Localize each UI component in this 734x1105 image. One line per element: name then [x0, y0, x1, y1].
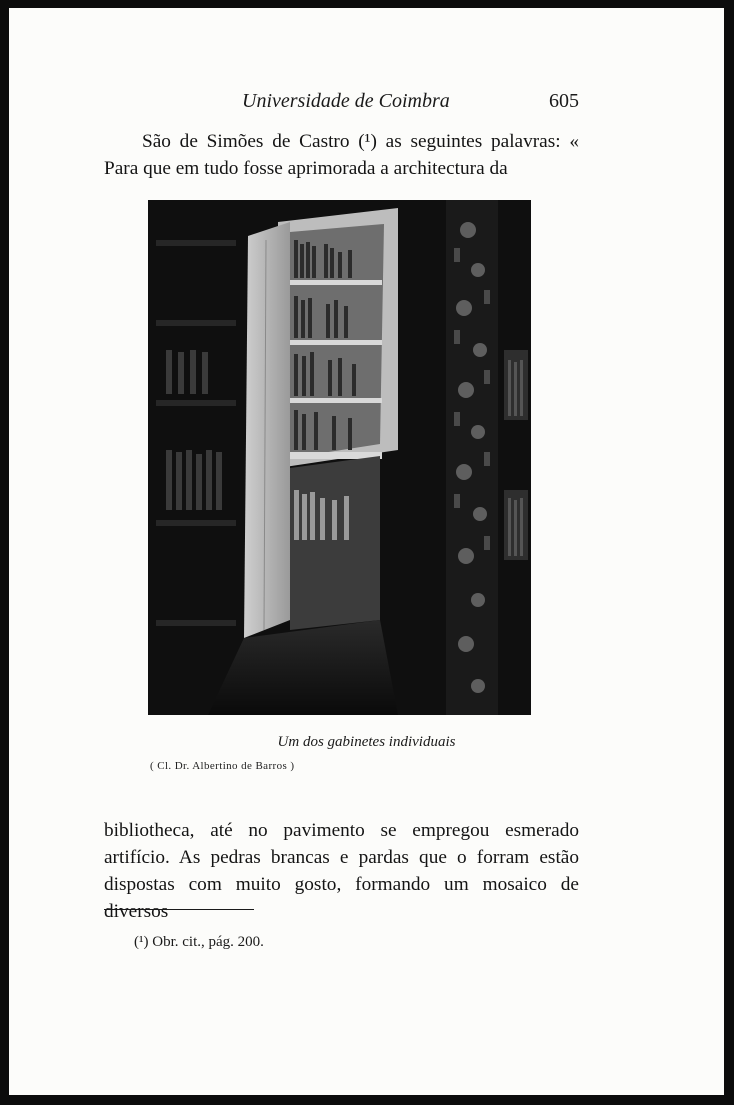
- figure-credit: ( Cl. Dr. Albertino de Barros ): [150, 760, 295, 772]
- page: [9, 8, 724, 1095]
- figure-caption: Um dos gabinetes individuais: [277, 734, 456, 750]
- library-photo: [148, 200, 531, 715]
- paragraph-top: São de Simões de Castro (¹) as seguintes palavras: « Para que em tudo fosse aprimorada a architectura da: [104, 131, 579, 179]
- footnote-rule: [104, 909, 254, 910]
- running-title: Universidade de Coimbra: [242, 90, 450, 112]
- footnote: (¹) Obr. cit., pág. 200.: [134, 934, 264, 950]
- page-number: 605: [549, 90, 579, 112]
- page-header: [9, 90, 724, 120]
- paragraph-bottom: bibliotheca, até no pavimento se empregou esmerado artifício. As pedras brancas e pardas que o forram estão dispostas com muito gosto, formando um mosaico de diversos: [104, 820, 579, 922]
